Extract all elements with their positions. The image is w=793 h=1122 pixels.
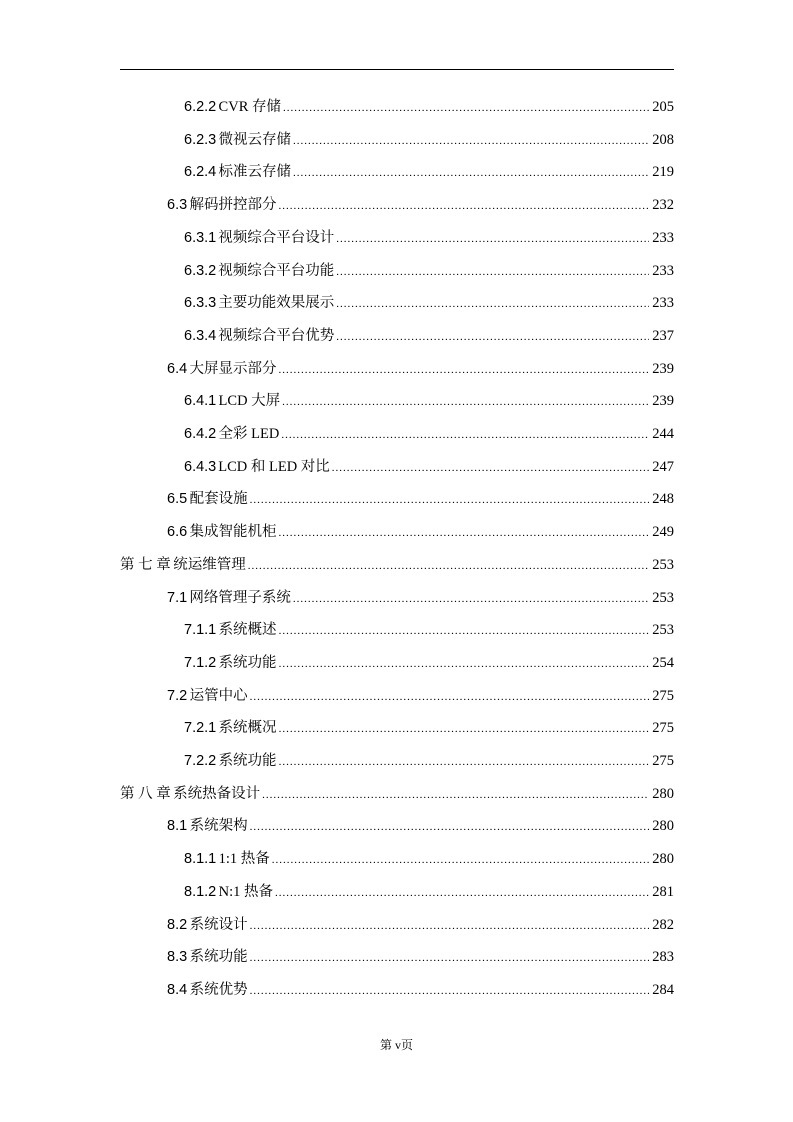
- toc-dot-leader: [279, 718, 650, 740]
- toc-dot-leader: [279, 522, 650, 544]
- toc-entry-number: 8.1: [167, 818, 188, 835]
- toc-entry-number: 6.2.3: [184, 131, 217, 148]
- toc-entry[interactable]: [184, 129, 674, 151]
- toc-entry-title: LCD 大屏: [218, 393, 281, 410]
- toc-entry-page-number: 283: [652, 949, 674, 966]
- toc-dot-leader: [336, 326, 649, 348]
- toc-entry-title: 大屏显示部分: [189, 360, 277, 377]
- toc-entry-page-number: 247: [652, 458, 674, 475]
- toc-entry-title: 集成智能机柜: [189, 524, 277, 541]
- toc-entry-number: 7.1.2: [184, 654, 217, 671]
- toc-dot-leader: [262, 784, 649, 806]
- toc-entry[interactable]: [184, 456, 674, 478]
- toc-dot-leader: [332, 457, 649, 479]
- toc-entry-page-number: 253: [652, 589, 674, 606]
- toc-entry[interactable]: [167, 358, 674, 380]
- toc-entry-page-number: 239: [652, 360, 674, 377]
- toc-dot-leader: [272, 849, 649, 871]
- toc-dot-leader: [279, 653, 650, 675]
- toc-entry-number: 7.1: [167, 589, 188, 606]
- toc-entry-title: 系统功能: [218, 753, 277, 769]
- toc-entry-page-number: 282: [652, 916, 674, 933]
- toc-entry[interactable]: [184, 848, 674, 870]
- toc-dot-leader: [336, 293, 649, 315]
- toc-entry[interactable]: [167, 946, 674, 968]
- toc-entry-number: 6.6: [167, 524, 188, 541]
- toc-entry[interactable]: [167, 488, 674, 510]
- toc-entry-number: 8.3: [167, 949, 188, 966]
- toc-entry-title: 全彩 LED: [218, 426, 280, 442]
- toc-entry-number: 6.3: [167, 197, 188, 214]
- toc-entry-title: 运管中心: [189, 687, 248, 704]
- toc-dot-leader: [279, 195, 650, 217]
- toc-entry-page-number: 275: [652, 720, 674, 737]
- toc-dot-leader: [336, 261, 649, 283]
- toc-entry-page-number: 275: [652, 753, 674, 769]
- toc-entry[interactable]: [167, 587, 674, 609]
- toc-dot-leader: [250, 915, 650, 937]
- toc-entry[interactable]: [184, 292, 674, 314]
- toc-entry[interactable]: [184, 423, 674, 445]
- toc-entry-page-number: 281: [652, 883, 674, 900]
- toc-entry-title: 视频综合平台功能: [218, 262, 335, 279]
- toc-dot-leader: [279, 751, 650, 773]
- toc-entry-page-number: 233: [652, 295, 674, 312]
- toc-entry-number: 6.5: [167, 491, 188, 508]
- toc-entry-title: 系统功能: [189, 949, 248, 966]
- toc-dot-leader: [250, 686, 650, 708]
- toc-entry-page-number: 284: [652, 981, 674, 998]
- toc-dot-leader: [250, 489, 650, 511]
- toc-entry-title: 视频综合平台优势: [218, 327, 335, 344]
- toc-entry-page-number: 248: [652, 491, 674, 508]
- toc-entry[interactable]: [184, 161, 674, 183]
- toc-entry-title: 1:1 热备: [218, 851, 270, 868]
- toc-dot-leader: [279, 359, 650, 381]
- toc-entry-title: 网络管理子系统: [189, 589, 291, 606]
- toc-entry-page-number: 232: [652, 197, 674, 214]
- toc-dot-leader: [282, 391, 649, 413]
- toc-entry-number: 6.3.3: [184, 295, 217, 312]
- toc-entry-number: 6.4.2: [184, 426, 217, 442]
- toc-entry[interactable]: [184, 717, 674, 739]
- toc-entry-title: 系统概述: [218, 622, 277, 639]
- toc-entry[interactable]: [184, 881, 674, 903]
- toc-entry[interactable]: [167, 979, 674, 1001]
- toc-entry-page-number: 237: [652, 327, 674, 344]
- toc-entry[interactable]: [184, 96, 674, 118]
- toc-entry-number: 6.3.1: [184, 229, 217, 246]
- toc-entry-title: N:1 热备: [218, 883, 273, 900]
- toc-entry-number: 6.2.4: [184, 164, 217, 181]
- toc-entry-number: 8.4: [167, 981, 188, 998]
- toc-entry-title: 系统热备设计: [173, 785, 261, 802]
- toc-entry-number: 8.2: [167, 916, 188, 933]
- toc-entry-title: 主要功能效果展示: [218, 295, 335, 312]
- toc-entry-page-number: 219: [652, 164, 674, 181]
- page-footer: 第 v页: [379, 1038, 413, 1052]
- toc-entry[interactable]: [167, 521, 674, 543]
- toc-entry-page-number: 280: [652, 785, 674, 802]
- toc-entry-number: 7.2.2: [184, 753, 217, 769]
- toc-entry-page-number: 280: [652, 818, 674, 835]
- toc-entry-page-number: 275: [652, 687, 674, 704]
- toc-dot-leader: [293, 130, 649, 152]
- toc-entry[interactable]: [167, 914, 674, 936]
- toc-entry-page-number: 239: [652, 393, 674, 410]
- toc-entry-page-number: 205: [652, 99, 674, 115]
- toc-entry-page-number: 233: [652, 262, 674, 279]
- toc-entry-title: 配套设施: [189, 491, 248, 508]
- toc-dot-leader: [293, 588, 649, 610]
- toc-entry-number: 6.4.3: [184, 458, 217, 475]
- toc-entry-number: 7.2.1: [184, 720, 217, 737]
- toc-entry-number: 6.4: [167, 360, 188, 377]
- toc-entry-title: 系统功能: [218, 654, 277, 671]
- toc-entry-number: 6.4.1: [184, 393, 217, 410]
- toc-dot-leader: [248, 555, 649, 577]
- toc-entry-page-number: 233: [652, 229, 674, 246]
- toc-entry[interactable]: [167, 194, 674, 216]
- toc-entry[interactable]: [120, 783, 674, 805]
- toc-entry-number: 第 八 章: [120, 785, 171, 802]
- toc-dot-leader: [293, 162, 649, 184]
- toc-entry-title: 系统优势: [189, 981, 248, 998]
- toc-dot-leader: [281, 424, 649, 446]
- toc-entry-title: 视频综合平台设计: [218, 229, 335, 246]
- header-rule: [120, 69, 674, 70]
- toc-entry-title: 系统设计: [189, 916, 248, 933]
- toc-entry-page-number: 254: [652, 654, 674, 671]
- toc-entry-page-number: 244: [652, 426, 674, 442]
- toc-entry[interactable]: [167, 685, 674, 707]
- toc-entry[interactable]: [184, 750, 674, 772]
- toc-entry-page-number: 253: [652, 622, 674, 639]
- toc-entry-title: 标准云存储: [218, 164, 291, 181]
- toc-dot-leader: [250, 947, 650, 969]
- toc-entry-title: 系统概况: [218, 720, 277, 737]
- toc-entry[interactable]: [184, 652, 674, 674]
- toc-entry-number: 7.2: [167, 687, 188, 704]
- toc-entry-page-number: 249: [652, 524, 674, 541]
- toc-entry[interactable]: [184, 260, 674, 282]
- toc-entry-number: 第 七 章: [120, 556, 171, 573]
- toc-dot-leader: [250, 816, 650, 838]
- toc-entry-page-number: 208: [652, 131, 674, 148]
- toc-entry-title: 系统架构: [189, 818, 248, 835]
- toc-entry-title: 统运维管理: [173, 556, 246, 573]
- toc-dot-leader: [250, 980, 650, 1002]
- toc-dot-leader: [283, 97, 649, 119]
- toc-entry-number: 8.1.1: [184, 851, 217, 868]
- toc-entry-number: 8.1.2: [184, 883, 217, 900]
- toc-entry[interactable]: [167, 815, 674, 837]
- toc-entry-number: 7.1.1: [184, 622, 217, 639]
- toc-entry[interactable]: [184, 325, 674, 347]
- toc-dot-leader: [336, 228, 649, 250]
- toc-entry-page-number: 253: [652, 556, 674, 573]
- toc-entry[interactable]: [184, 619, 674, 641]
- toc-entry-title: 微视云存储: [218, 131, 291, 148]
- toc-entry[interactable]: [184, 390, 674, 412]
- toc-entry-number: 6.2.2: [184, 99, 217, 115]
- toc-entry-title: CVR 存储: [218, 99, 281, 115]
- toc-entry[interactable]: [120, 554, 674, 576]
- toc-entry-page-number: 280: [652, 851, 674, 868]
- toc-entry-number: 6.3.4: [184, 327, 217, 344]
- toc-entry[interactable]: [184, 227, 674, 249]
- toc-entry-title: LCD 和 LED 对比: [218, 458, 330, 475]
- toc-entry-title: 解码拼控部分: [189, 197, 277, 214]
- toc-entry-number: 6.3.2: [184, 262, 217, 279]
- toc-dot-leader: [275, 882, 649, 904]
- toc-dot-leader: [279, 620, 650, 642]
